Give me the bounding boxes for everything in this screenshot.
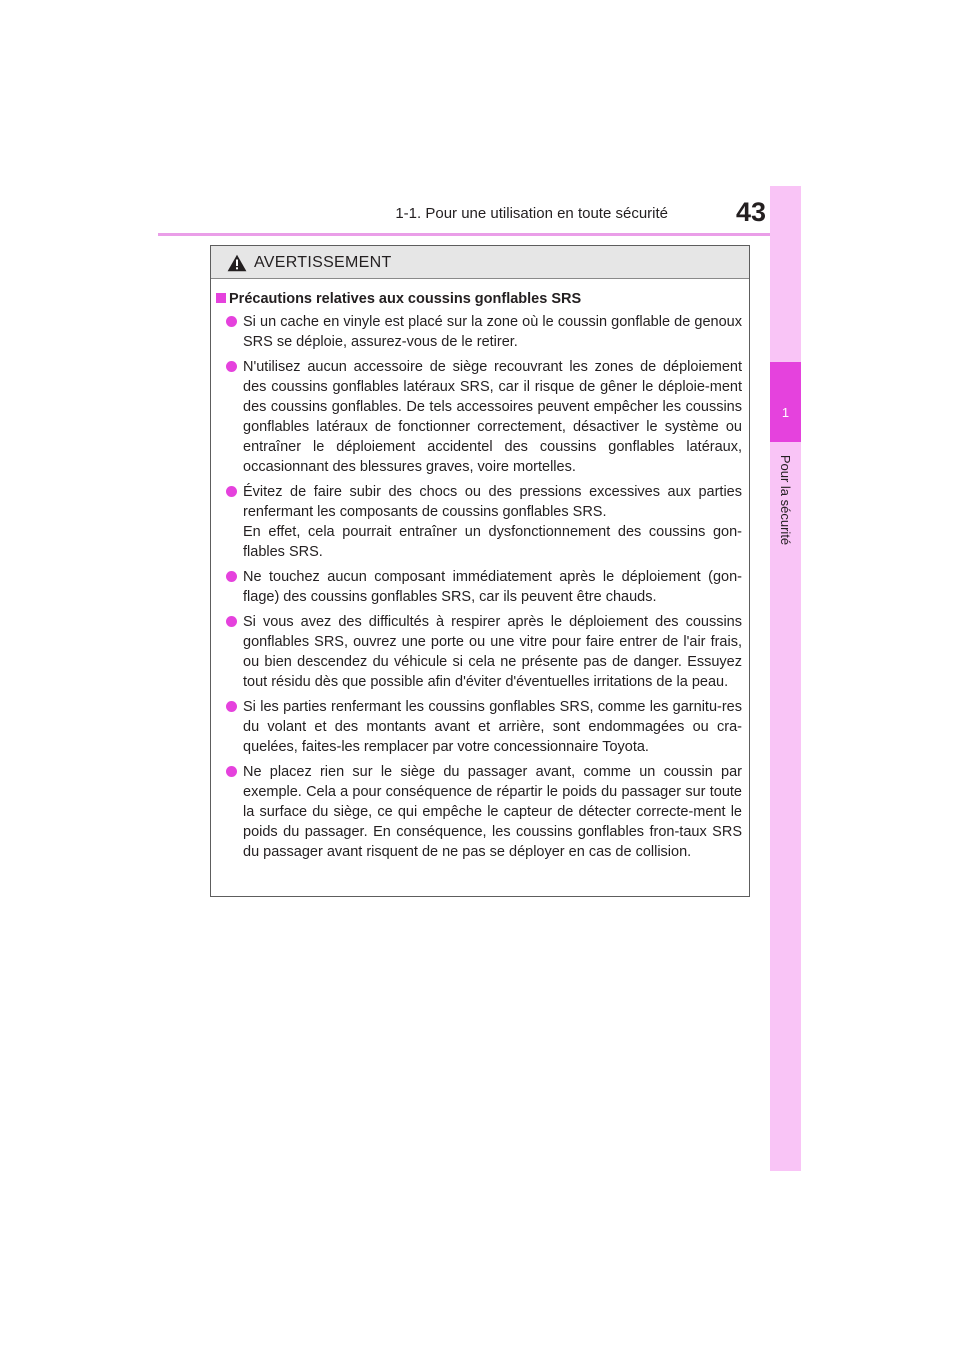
- warning-title: AVERTISSEMENT: [254, 254, 392, 271]
- page-number: 43: [735, 197, 766, 227]
- warning-item-text: Si vous avez des difficultés à respirer après le déploiement des coussins gonflables SRS, ouvrez une porte ou une vitre pour faire entrer de l'air frais, ou bien descendez du véhicule si cela ne présente pas de danger. Essuyez tout résidu dès que possible afin d'éviter d'éventuelles irritations de la peau.: [243, 614, 742, 690]
- section-title: 1-1. Pour une utilisation en toute sécurité: [395, 205, 668, 222]
- header-rule: [158, 233, 801, 236]
- warning-item-text: Ne placez rien sur le siège du passager avant, comme un coussin par exemple. Cela a pour conséquence de répartir le poids du passager sur toute la surface du siège, ce qui empêche le capteur de détecter correcte-ment le poids du passager. En conséquence, les coussins gonflables fron-taux SRS du passager avant risquent de ne pas se déployer en cas de collision.: [243, 764, 742, 860]
- round-bullet-icon: [226, 701, 237, 712]
- warning-triangle-icon: [227, 254, 247, 272]
- round-bullet-icon: [226, 616, 237, 627]
- warning-header: [211, 246, 749, 279]
- warning-item: [211, 312, 748, 352]
- round-bullet-icon: [226, 361, 237, 372]
- chapter-label: Pour la sécurité: [778, 454, 793, 546]
- round-bullet-icon: [226, 766, 237, 777]
- chapter-number: 1: [781, 405, 790, 420]
- warning-item: [211, 357, 748, 477]
- warning-heading-text: Précautions relatives aux coussins gonflables SRS: [229, 291, 582, 307]
- warning-item: [211, 762, 748, 862]
- warning-item-text: Évitez de faire subir des chocs ou des pressions excessives aux parties renfermant les composants de coussins gonflables SRS. En effet, cela pourrait entraîner un dysfonctionnement des coussins gon-flables SRS.: [243, 484, 742, 560]
- round-bullet-icon: [226, 486, 237, 497]
- warning-item-text: Ne touchez aucun composant immédiatement après le déploiement (gon-flage) des coussins gonflables SRS, car ils peuvent être chauds.: [243, 569, 742, 605]
- chapter-marker: [770, 362, 801, 442]
- chapter-side-tab: [770, 186, 801, 1171]
- warning-item: [211, 612, 748, 692]
- square-bullet-icon: [216, 293, 226, 303]
- warning-body: [211, 289, 748, 867]
- warning-item-text: Si un cache en vinyle est placé sur la zone où le coussin gonflable de genoux SRS se déploie, assurez-vous de le retirer.: [243, 314, 742, 350]
- warning-item: [211, 482, 748, 562]
- warning-item: [211, 567, 748, 607]
- warning-item-text: Si les parties renfermant les coussins gonflables SRS, comme les garnitu-res du volant et des montants avant et arrière, sont endommagées ou cra-quelées, faites-les remplacer par votre concessionnaire Toyota.: [243, 699, 742, 755]
- warning-item: [211, 697, 748, 757]
- warning-item-text: N'utilisez aucun accessoire de siège recouvrant les zones de déploiement des coussins gonflables latéraux SRS, car il risque de gêner le déploie-ment des coussins gonflables. De tels accessoires peuvent empêcher les coussins gonflables latéraux de fonctionner correctement, désactiver le système ou entraîner le déploiement accidentel des coussins gonflables latéraux, occasionnant des blessures graves, voire mortelles.: [243, 359, 742, 475]
- warning-box: [210, 245, 750, 897]
- round-bullet-icon: [226, 571, 237, 582]
- warning-heading: [211, 289, 748, 309]
- round-bullet-icon: [226, 316, 237, 327]
